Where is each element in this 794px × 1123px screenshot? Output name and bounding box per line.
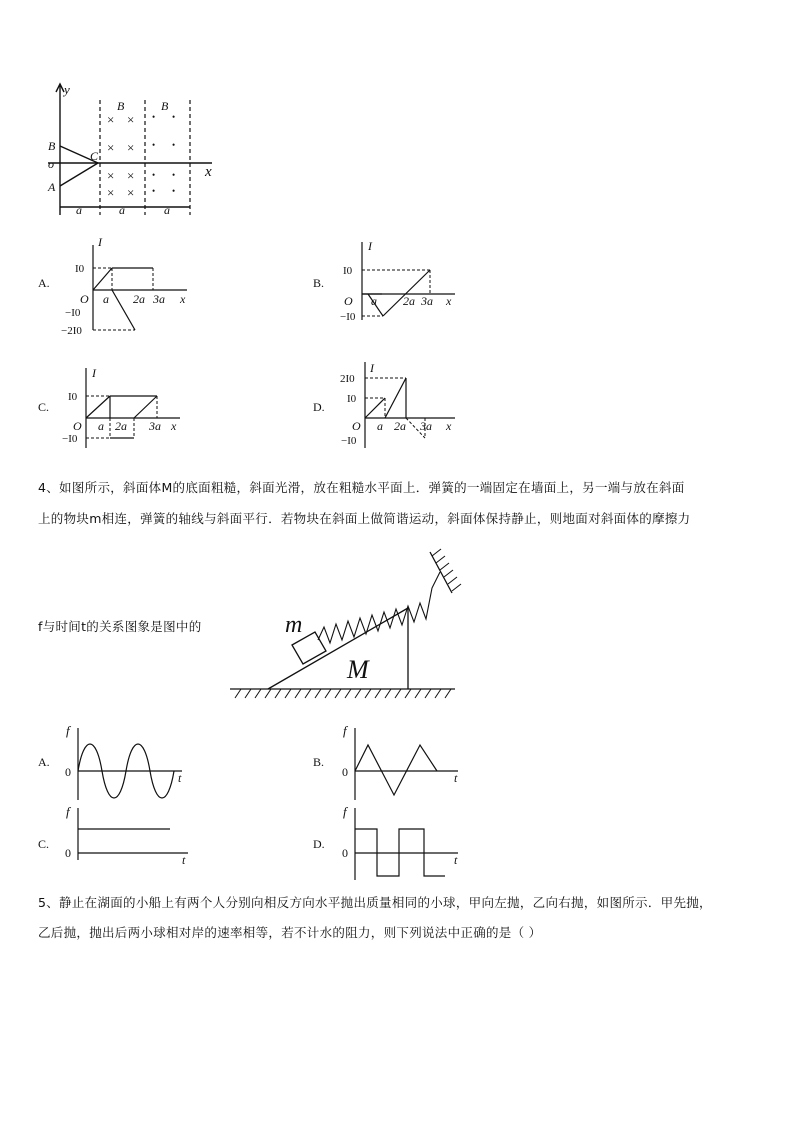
i-axis-label: I: [92, 366, 96, 380]
x-tick: a: [371, 294, 377, 308]
region2-b-label: B: [161, 99, 169, 113]
f-axis-label: f: [343, 804, 347, 819]
zero-label: 0: [342, 765, 348, 779]
question-4-line-2: 上的物块m相连，弹簧的轴线与斜面平行．若物块在斜面上做简谐运动，斜面体保持静止，则地面对斜面体的摩擦力: [38, 511, 691, 526]
y-tick: −I0: [62, 433, 78, 445]
point-b-label: B: [48, 139, 56, 153]
q4-option-a-label[interactable]: A.: [38, 755, 50, 769]
zero-label: 0: [342, 846, 348, 860]
option-d-label[interactable]: D.: [313, 400, 325, 414]
block-m-label: m: [285, 612, 303, 638]
zero-label: 0: [65, 765, 71, 779]
question-5-line-1: 5、静止在湖面的小船上有两个人分别向相反方向水平抛出质量相同的小球，甲向左抛，乙向右抛，如图所示．甲先抛，: [38, 895, 712, 910]
cross-mark: ×: [127, 140, 135, 155]
x-axis-label: x: [446, 294, 452, 308]
dot-mark: •: [172, 112, 176, 122]
f-axis-label: f: [66, 723, 70, 738]
question-5-line-2: 乙后抛，抛出后两小球相对岸的速率相等，若不计水的阻力，则下列说法中正确的是（ ）: [38, 925, 542, 940]
t-axis-label: t: [454, 771, 458, 785]
incline-M-label: M: [347, 655, 369, 684]
cross-mark: ×: [107, 185, 115, 200]
y-tick: I0: [75, 263, 85, 275]
i-axis-label: I: [370, 361, 374, 375]
segment-a-2: a: [119, 203, 125, 217]
y-tick: I0: [347, 393, 357, 405]
segment-a-1: a: [76, 203, 82, 217]
q4-option-c-label[interactable]: C.: [38, 837, 50, 851]
cross-mark: ×: [107, 112, 115, 127]
cross-mark: ×: [127, 185, 135, 200]
y-tick: −I0: [340, 311, 356, 323]
t-axis-label: t: [182, 853, 186, 867]
x-tick: 2a: [394, 419, 406, 433]
segment-a-3: a: [164, 203, 170, 217]
x-tick: 3a: [421, 294, 433, 308]
origin-label: o: [48, 157, 54, 171]
region1-b-label: B: [117, 99, 125, 113]
dot-mark: •: [172, 170, 176, 180]
cross-mark: ×: [107, 168, 115, 183]
cross-mark: ×: [127, 112, 135, 127]
y-axis-label: y: [64, 82, 70, 97]
zero-label: 0: [65, 846, 71, 860]
origin-label: O: [73, 419, 82, 433]
y-tick: −2I0: [61, 325, 82, 337]
x-axis-label: x: [171, 419, 177, 433]
t-axis-label: t: [178, 771, 182, 785]
origin-label: O: [352, 419, 361, 433]
x-axis-label: x: [180, 292, 186, 306]
dot-mark: •: [152, 112, 156, 122]
dot-mark: •: [152, 186, 156, 196]
dot-mark: •: [152, 170, 156, 180]
x-tick: a: [98, 419, 104, 433]
x-tick: 3a: [149, 419, 161, 433]
f-axis-label: f: [66, 804, 70, 819]
t-axis-label: t: [454, 853, 458, 867]
cross-mark: ×: [127, 168, 135, 183]
question-4-line-1: 4、如图所示，斜面体M的底面粗糙，斜面光滑，放在粗糙水平面上．弹簧的一端固定在墙面上，另一端与放在斜面: [38, 480, 685, 495]
point-a-label: A: [48, 180, 56, 194]
point-c-label: C: [90, 149, 99, 163]
y-tick: −I0: [65, 307, 81, 319]
x-tick: 2a: [403, 294, 415, 308]
x-tick: 2a: [133, 292, 145, 306]
dot-mark: •: [152, 140, 156, 150]
y-tick: I0: [343, 265, 353, 277]
dot-mark: •: [172, 186, 176, 196]
x-tick: a: [377, 419, 383, 433]
y-tick: −I0: [341, 435, 357, 447]
origin-label: O: [80, 292, 89, 306]
q4-option-b-label[interactable]: B.: [313, 755, 325, 769]
x-tick: 3a: [153, 292, 165, 306]
i-axis-label: I: [368, 239, 372, 253]
option-c-label[interactable]: C.: [38, 400, 50, 414]
x-tick: 3a: [420, 419, 432, 433]
f-axis-label: f: [343, 723, 347, 738]
q4-option-d-label[interactable]: D.: [313, 837, 325, 851]
origin-label: O: [344, 294, 353, 308]
dot-mark: •: [172, 140, 176, 150]
option-b-label[interactable]: B.: [313, 276, 325, 290]
y-tick: I0: [68, 391, 78, 403]
cross-mark: ×: [107, 140, 115, 155]
x-axis-label: x: [205, 164, 212, 180]
question-4-line-3: f与时间t的关系图象是图中的: [38, 619, 202, 634]
i-axis-label: I: [98, 235, 102, 249]
x-tick: a: [103, 292, 109, 306]
y-tick: 2I0: [340, 373, 355, 385]
x-tick: 2a: [115, 419, 127, 433]
option-a-label[interactable]: A.: [38, 276, 50, 290]
x-axis-label: x: [446, 419, 452, 433]
